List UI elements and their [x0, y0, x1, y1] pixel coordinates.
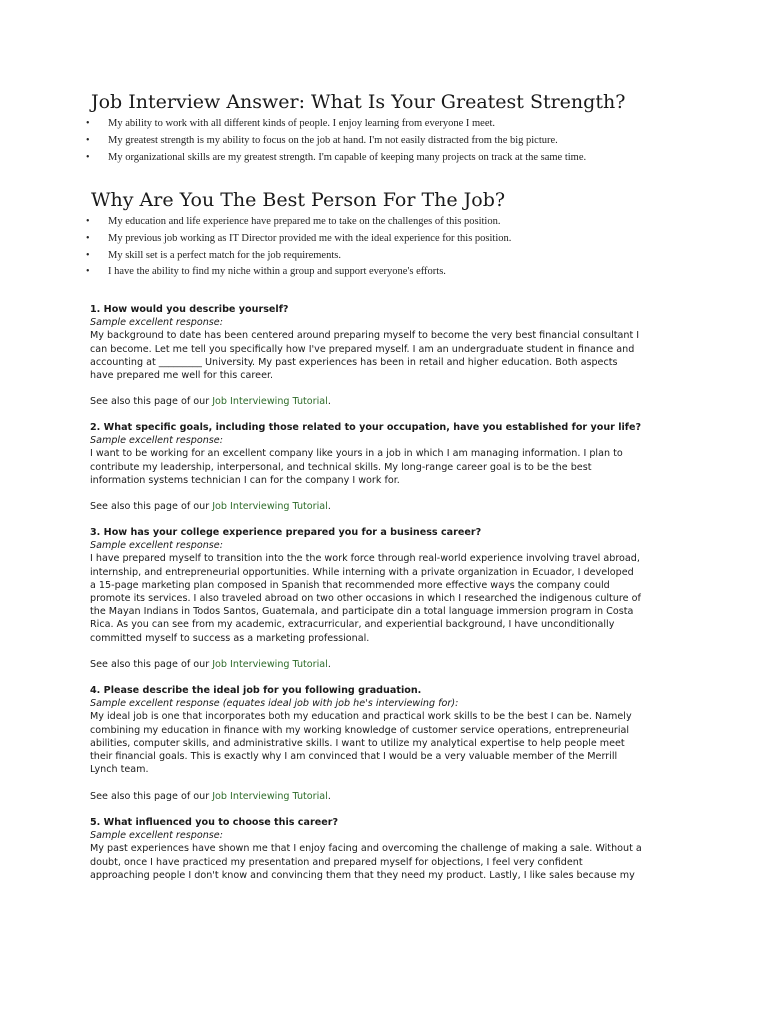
strength-bullet-list — [86, 116, 586, 166]
best-person-bullet-list — [86, 214, 511, 281]
see-also-suffix: . — [327, 501, 331, 513]
list-item — [86, 116, 586, 133]
sample-response-label: Sample excellent response (equates ideal job with job he's interviewing for): — [90, 698, 459, 710]
section-title-best-person: Why Are You The Best Person For The Job? — [91, 189, 506, 211]
answer-line: Rica. As you can see from my academic, extracurricular, and experiential background, I have unconditionally — [90, 619, 615, 631]
see-also-suffix: . — [327, 396, 331, 408]
answer-line: a 15-page marketing plan composed in Spanish that recommended more effective ways the company could — [90, 579, 610, 591]
question-heading: 4. Please describe the ideal job for you following graduation. — [90, 685, 422, 696]
see-also-prefix: See also this page of our — [90, 501, 213, 513]
bullet-text: My skill set is a perfect match for the job requirements. — [108, 249, 341, 261]
answer-line: I want to be working for an excellent company like yours in a job in which I am managing information. I plan to — [90, 448, 623, 460]
tutorial-link[interactable]: Job Interviewing Tutorial — [212, 790, 328, 802]
see-also-prefix: See also this page of our — [90, 659, 213, 671]
bullet-icon: • — [86, 118, 90, 129]
answer-line: combining my education in finance with my working knowledge of customer service operations, entrepreneurial — [90, 724, 630, 736]
bullet-text: My greatest strength is my ability to focus on the job at hand. I'm not easily distracted from the big picture. — [108, 134, 558, 146]
answer-line: promote its services. I also traveled abroad on two other occasions in which I researched the indigenous culture of — [90, 593, 641, 605]
answer-line: My background to date has been centered around preparing myself to become the very best financial consultant I — [90, 330, 640, 342]
answer-line: I have prepared myself to transition into the the work force through real-world experience involving travel abroad, — [90, 553, 640, 565]
bullet-icon: • — [86, 216, 90, 227]
tutorial-link[interactable]: Job Interviewing Tutorial — [212, 396, 328, 408]
bullet-text: My previous job working as IT Director provided me with the ideal experience for this position. — [108, 232, 512, 244]
sample-response-label: Sample excellent response: — [90, 317, 223, 329]
question-block-3 — [90, 526, 680, 671]
answer-line: doubt, once I have practiced my presentation and prepared myself for objections, I feel very confident — [90, 856, 583, 868]
see-also-prefix: See also this page of our — [90, 790, 213, 802]
bullet-text: My education and life experience have prepared me to take on the challenges of this position. — [108, 216, 501, 227]
bullet-text: My ability to work with all different kinds of people. I enjoy learning from everyone I meet. — [108, 118, 496, 129]
sample-response-label: Sample excellent response: — [90, 540, 223, 552]
question-block-5 — [90, 816, 680, 882]
bullet-icon: • — [86, 134, 90, 146]
answer-line: internship, and entrepreneurial opportunities. While interning with a private organization in Ecuador, I developed — [90, 566, 634, 578]
answer-text — [90, 842, 680, 882]
answer-text — [90, 329, 680, 382]
answer-line: have prepared me well for this career. — [90, 370, 274, 382]
bullet-icon: • — [86, 249, 90, 261]
question-block-2 — [90, 421, 680, 513]
answer-line: contribute my leadership, interpersonal, and technical skills. My long-range career goal is to be the best — [90, 461, 592, 473]
answer-line: My ideal job is one that incorporates both my education and practical work skills to be the best I can be. Namely — [90, 711, 632, 723]
question-heading: 1. How would you describe yourself? — [90, 304, 289, 315]
answer-line: abilities, computer skills, and administrative skills. I want to utilize my analytical expertise to help people meet — [90, 737, 625, 749]
see-also-line — [90, 790, 680, 803]
see-also-suffix: . — [327, 659, 331, 671]
question-block-4 — [90, 684, 680, 803]
see-also-line — [90, 658, 680, 671]
question-heading: 2. What specific goals, including those related to your occupation, have you established for your life? — [90, 422, 642, 433]
sample-response-label: Sample excellent response: — [90, 435, 223, 447]
list-item — [86, 133, 586, 150]
answer-line: My past experiences have shown me that I enjoy facing and overcoming the challenge of making a sale. Without a — [90, 843, 642, 855]
tutorial-link[interactable]: Job Interviewing Tutorial — [212, 501, 328, 513]
answer-line: Lynch team. — [90, 764, 149, 776]
bullet-text: I have the ability to find my niche within a group and support everyone's efforts. — [108, 266, 446, 278]
bullet-text: My organizational skills are my greatest strength. I'm capable of keeping many projects on track at the same time. — [108, 151, 587, 163]
answer-line: approaching people I don't know and convincing them that they need my product. Lastly, I like sales because my — [90, 869, 635, 881]
answer-text — [90, 710, 680, 776]
answer-line: the Mayan Indians in Todos Santos, Guatemala, and participate din a total language immersion program in Costa — [90, 606, 634, 618]
question-heading: 5. What influenced you to choose this career? — [90, 817, 339, 828]
answer-line: committed myself to success as a marketing professional. — [90, 632, 370, 644]
see-also-line — [90, 500, 680, 513]
sample-response-label: Sample excellent response: — [90, 830, 223, 842]
bullet-icon: • — [86, 232, 90, 244]
see-also-line — [90, 395, 680, 408]
bullet-icon: • — [86, 151, 90, 163]
answer-text — [90, 447, 680, 487]
answer-text — [90, 552, 680, 644]
list-item — [86, 214, 511, 231]
answer-line: accounting at _________ University. My past experiences has been in retail and higher education. Both aspects — [90, 356, 618, 368]
list-item — [86, 264, 511, 281]
question-heading: 3. How has your college experience prepared you for a business career? — [90, 527, 482, 538]
bullet-icon: • — [86, 266, 90, 278]
see-also-suffix: . — [327, 790, 331, 802]
list-item — [86, 231, 511, 248]
section-title-greatest-strength: Job Interview Answer: What Is Your Greatest Strength? — [91, 91, 626, 113]
question-block-1 — [90, 303, 680, 409]
answer-line: information systems technician I can for the company I work for. — [90, 474, 400, 486]
list-item — [86, 150, 586, 167]
answer-line: can become. Let me tell you specifically how I've prepared myself. I am an undergraduate student in finance and — [90, 343, 635, 355]
tutorial-link[interactable]: Job Interviewing Tutorial — [212, 659, 328, 671]
list-item — [86, 248, 511, 265]
see-also-prefix: See also this page of our — [90, 396, 213, 408]
answer-line: their financial goals. This is exactly why I am convinced that I would be a very valuable member of the Merrill — [90, 751, 618, 763]
